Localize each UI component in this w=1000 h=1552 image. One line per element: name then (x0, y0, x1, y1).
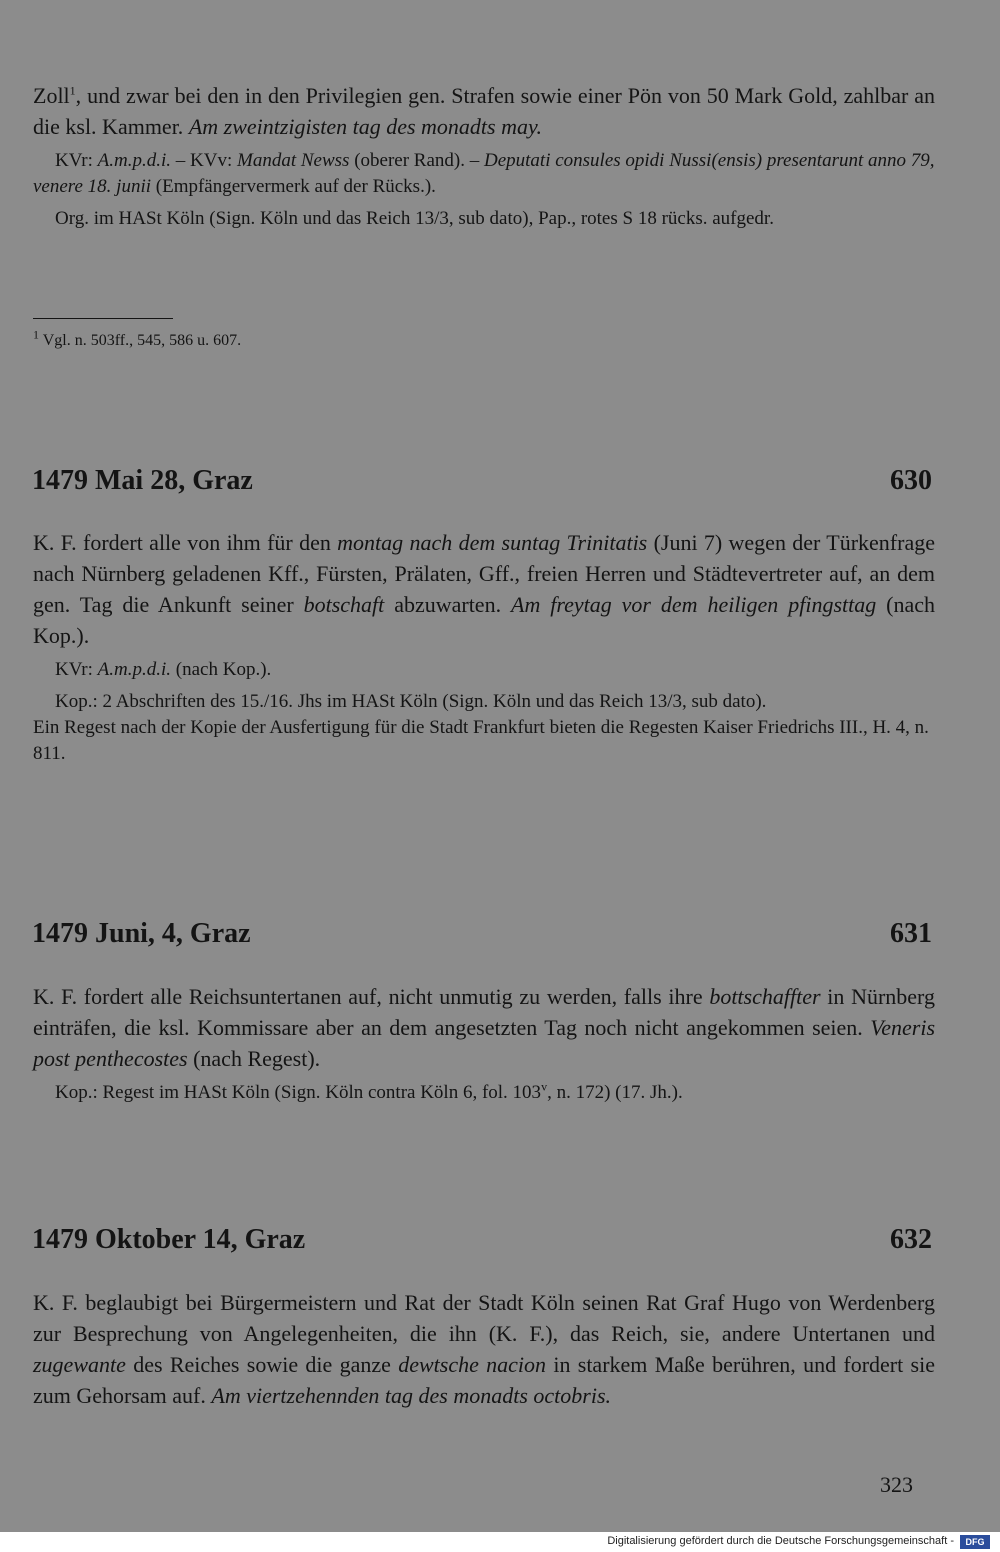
entry-heading (32, 1222, 932, 1258)
text-run: (Juni 7) wegen der Türkenfrage nach Nürnberg geladenen Kff., Fürsten, Prälaten, Gff., freien Herren und Städtevertreter auf, an dem gen. Tag die Ankunft seiner (33, 530, 935, 617)
italic-run: Deputati consules opidi Nussi(ensis) presentarunt anno 79, venere 18. junii (33, 150, 935, 197)
text-run: – KVv: (171, 150, 238, 171)
italic-run: botschaft (303, 592, 385, 617)
regest-text (33, 981, 935, 1074)
italic-dating: Am zweintzigisten tag des monadts may. (188, 114, 543, 139)
entry-631-body (33, 981, 935, 1106)
entry-630-body (33, 527, 935, 767)
footnote (33, 327, 935, 352)
text-run: K. F. fordert alle von ihm für den (33, 530, 338, 555)
text-run: (Empfängervermerk auf der Rücks.). (151, 176, 436, 197)
text-run: in Nürnberg einträfen, die ksl. Kommissare aber an dem angesetzten Tag noch nicht angekommen seien. (33, 984, 935, 1040)
dfg-logo: DFG (960, 1535, 990, 1549)
text-run: (nach Kop.). (33, 592, 935, 648)
italic-run: bottschaffter (709, 984, 821, 1009)
page-number: 323 (880, 1472, 913, 1497)
text-run: K. F. fordert alle Reichsuntertanen auf, nicht unmutig zu werden, falls ihre (33, 984, 710, 1009)
kv-note (33, 148, 935, 200)
text-run: des Reiches sowie die ganze (125, 1352, 399, 1377)
entry-date: 1479 Juni, 4, Graz (32, 918, 251, 949)
entry-number: 630 (890, 465, 932, 496)
text-run: , und zwar bei den in den Privilegien gen. Strafen sowie einer Pön von 50 Mark Gold, zahlbar an die ksl. Kammer. (33, 83, 935, 139)
italic-run: montag nach dem suntag Trinitatis (337, 530, 648, 555)
italic-run: Am freytag vor dem heiligen pfingsttag (511, 592, 877, 617)
regest-text (33, 1287, 935, 1411)
italic-run: Veneris post penthecostes (33, 1015, 935, 1071)
text-run: K. F. beglaubigt bei Bürgermeistern und Rat der Stadt Köln seinen Rat Graf Hugo von Werdenberg zur Besprechung von Angelegenheiten, die ihn (K. F.), das Reich, sie, andere Untertanen und (33, 1290, 935, 1346)
text-run: KVr: (55, 659, 98, 680)
text-run: KVr: (55, 150, 98, 171)
italic-run: Mandat Newss (237, 150, 350, 171)
footer-text: Digitalisierung gefördert durch die Deutsche Forschungsgemeinschaft - (607, 1535, 954, 1547)
regest-text (33, 527, 935, 651)
regest-note: Ein Regest nach der Kopie der Ausfertigung für die Stadt Frankfurt bieten die Regesten Kaiser Friedrichs III., H. 4, n. 811. (33, 717, 929, 764)
entry-632-body (33, 1287, 935, 1411)
digitization-footer (0, 1532, 1000, 1552)
text-run: (nach Regest). (187, 1046, 321, 1071)
footnote-marker: 1 (69, 83, 76, 98)
text-run: , n. 172) (17. Jh.). (547, 1082, 683, 1103)
text-run: Zoll (33, 83, 70, 108)
footnote-text: Vgl. n. 503ff., 545, 586 u. 607. (39, 332, 242, 349)
text-run: (oberer Rand). – (349, 150, 484, 171)
entry-date: 1479 Mai 28, Graz (32, 465, 253, 496)
verso-marker: v (541, 1079, 548, 1094)
entry-number: 631 (890, 918, 932, 949)
kop-note: Kop.: 2 Abschriften des 15./16. Jhs im HASt Köln (Sign. Köln und das Reich 13/3, sub dato). (55, 691, 767, 712)
kop-note (33, 1080, 935, 1106)
italic-run: zugewante (33, 1352, 126, 1377)
org-note: Org. im HASt Köln (Sign. Köln und das Reich 13/3, sub dato), Pap., rotes S 18 rücks. aufgedr. (55, 208, 774, 229)
italic-run: dewtsche nacion (398, 1352, 547, 1377)
text-run: Kop.: Regest im HASt Köln (Sign. Köln contra Köln 6, fol. 103 (55, 1082, 542, 1103)
entry-date: 1479 Oktober 14, Graz (32, 1224, 306, 1255)
text-run: (nach Kop.). (171, 659, 272, 680)
entry-heading (32, 463, 932, 499)
text-run: abzuwarten. (384, 592, 511, 617)
footnote-rule (33, 318, 173, 319)
previous-entry-text (33, 80, 935, 142)
entry-number: 632 (890, 1224, 932, 1255)
italic-run: Am viertzehennden tag des monadts octobris. (211, 1383, 611, 1408)
kv-note (33, 657, 935, 683)
italic-run: A.m.p.d.i. (97, 659, 172, 680)
footnote-number: 1 (33, 327, 39, 342)
text-run: in starkem Maße berühren, und fordert sie zum Gehorsam auf. (33, 1352, 935, 1408)
italic-run: A.m.p.d.i. (97, 150, 172, 171)
previous-entry-continuation (33, 80, 935, 232)
entry-heading (32, 916, 932, 952)
